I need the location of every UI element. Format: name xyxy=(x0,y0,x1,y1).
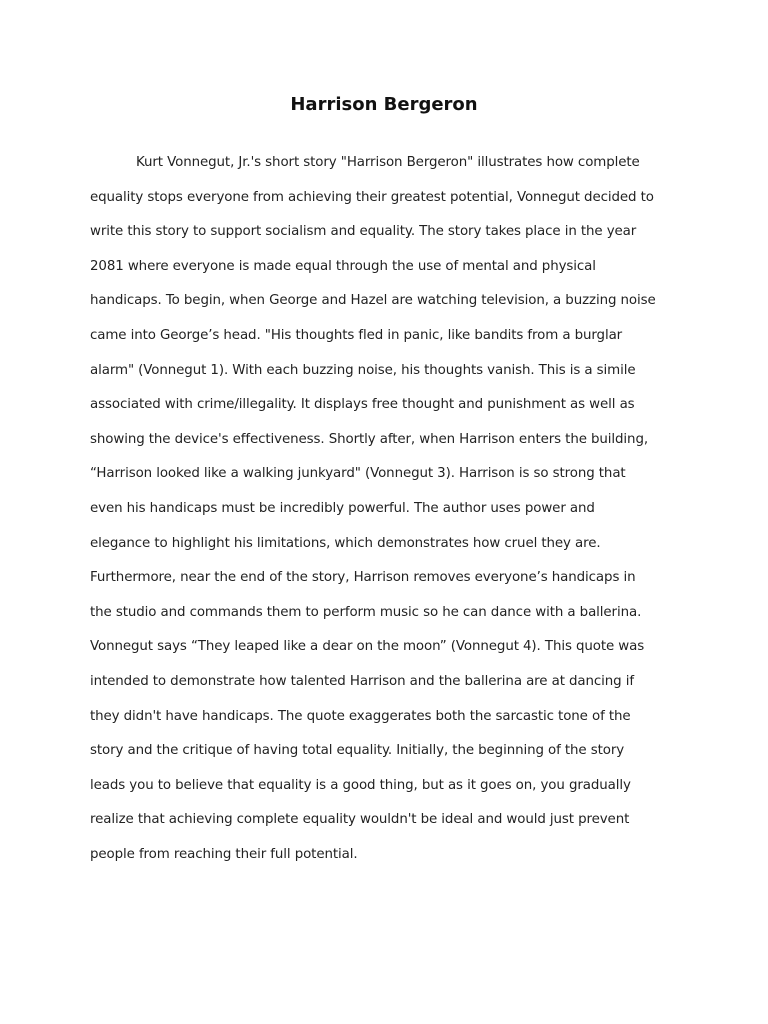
paragraph-line: even his handicaps must be incredibly powerful. The author uses power and xyxy=(90,500,595,516)
paragraph-line: equality stops everyone from achieving their greatest potential, Vonnegut decided to xyxy=(90,189,654,205)
paragraph-line: intended to demonstrate how talented Harrison and the ballerina are at dancing if xyxy=(90,673,634,689)
paragraph-line: handicaps. To begin, when George and Hazel are watching television, a buzzing noise xyxy=(90,293,656,309)
paragraph-line: leads you to believe that equality is a good thing, but as it goes on, you gradually xyxy=(90,777,631,793)
paragraph-line: they didn't have handicaps. The quote exaggerates both the sarcastic tone of the xyxy=(90,708,631,724)
paragraph-line: Furthermore, near the end of the story, Harrison removes everyone’s handicaps in xyxy=(90,570,636,586)
document-title: Harrison Bergeron xyxy=(290,94,478,115)
paragraph-line: alarm" (Vonnegut 1). With each buzzing noise, his thoughts vanish. This is a simile xyxy=(90,362,636,378)
paragraph-line: came into George’s head. "His thoughts fled in panic, like bandits from a burglar xyxy=(90,327,623,343)
paragraph-line: Kurt Vonnegut, Jr.'s short story "Harrison Bergeron" illustrates how complete xyxy=(136,155,640,170)
paragraph-line: story and the critique of having total equality. Initially, the beginning of the story xyxy=(90,743,625,759)
paragraph-line: 2081 where everyone is made equal through the use of mental and physical xyxy=(90,258,596,274)
essay-paragraph xyxy=(90,146,690,872)
paragraph-line: elegance to highlight his limitations, which demonstrates how cruel they are. xyxy=(90,535,601,551)
paragraph-line: write this story to support socialism and equality. The story takes place in the year xyxy=(90,224,637,240)
paragraph-line: showing the device's effectiveness. Shortly after, when Harrison enters the building, xyxy=(90,431,649,447)
paragraph-line: people from reaching their full potential. xyxy=(90,846,358,862)
paragraph-line: “Harrison looked like a walking junkyard" (Vonnegut 3). Harrison is so strong that xyxy=(90,466,626,482)
paragraph-line: the studio and commands them to perform music so he can dance with a ballerina. xyxy=(90,604,642,620)
paragraph-line: realize that achieving complete equality wouldn't be ideal and would just prevent xyxy=(90,812,630,828)
paragraph-line: Vonnegut says “They leaped like a dear on the moon” (Vonnegut 4). This quote was xyxy=(90,639,645,655)
paragraph-line: associated with crime/illegality. It displays free thought and punishment as well as xyxy=(90,397,635,413)
